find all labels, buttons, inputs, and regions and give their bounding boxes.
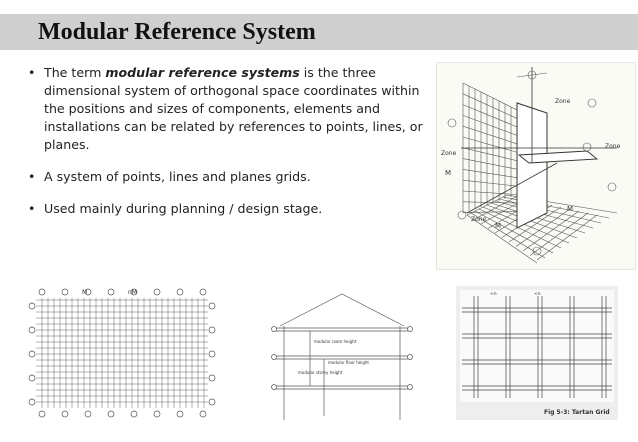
zone-label-left: Zone — [441, 150, 457, 157]
zone-3d-figure — [436, 62, 636, 270]
bullet-text-after: is the three dimensional system of orthogonal space coordinates within the positions and sizes of components, elements and installations can be related by references to points, lines, or planes. — [44, 65, 423, 152]
m-label-3: M — [567, 205, 574, 213]
bullet-marker: • — [28, 65, 36, 80]
bullet-emphasis: modular reference systems — [105, 65, 300, 80]
tartan-top-label-2: <n — [534, 292, 541, 297]
tartan-grid-drawing — [456, 286, 618, 420]
grid-nm-label: nM — [128, 289, 137, 296]
bullet-text: Used mainly during planning / design stage. — [44, 201, 323, 216]
bullet-item-definition — [28, 64, 428, 154]
bullet-list — [28, 64, 428, 232]
bullet-marker: • — [28, 201, 36, 216]
bullet-text-before: The term — [44, 65, 106, 80]
modular-grid-figure — [28, 286, 216, 420]
tartan-grid-figure — [456, 286, 618, 420]
zone-3d-drawing — [437, 63, 635, 269]
bullet-item-usage — [28, 200, 428, 218]
storey-height-label: modular storey height — [298, 370, 343, 375]
bullet-marker: • — [28, 169, 36, 184]
zone-label-top: Zone — [555, 98, 571, 105]
tartan-top-label-1: <n — [490, 292, 497, 297]
bullet-item-grids — [28, 168, 428, 186]
m-label-1: M — [445, 169, 452, 177]
modular-grid-drawing — [28, 286, 216, 420]
bullet-text: A system of points, lines and planes grids. — [44, 169, 311, 184]
zone-label-right: Zone — [605, 143, 621, 150]
m-label-2: M — [495, 222, 502, 230]
tartan-caption: Fig 5-3: Tartan Grid — [544, 409, 610, 416]
house-section-figure — [262, 286, 420, 420]
zone-label-bottom: Zone — [471, 216, 487, 223]
house-section-drawing — [262, 286, 420, 420]
floor-height-label: modular floor height — [328, 360, 369, 365]
slide-title: Modular Reference System — [38, 19, 316, 45]
grid-m-label: M — [82, 289, 88, 296]
room-height-label: modular room height — [314, 339, 357, 344]
